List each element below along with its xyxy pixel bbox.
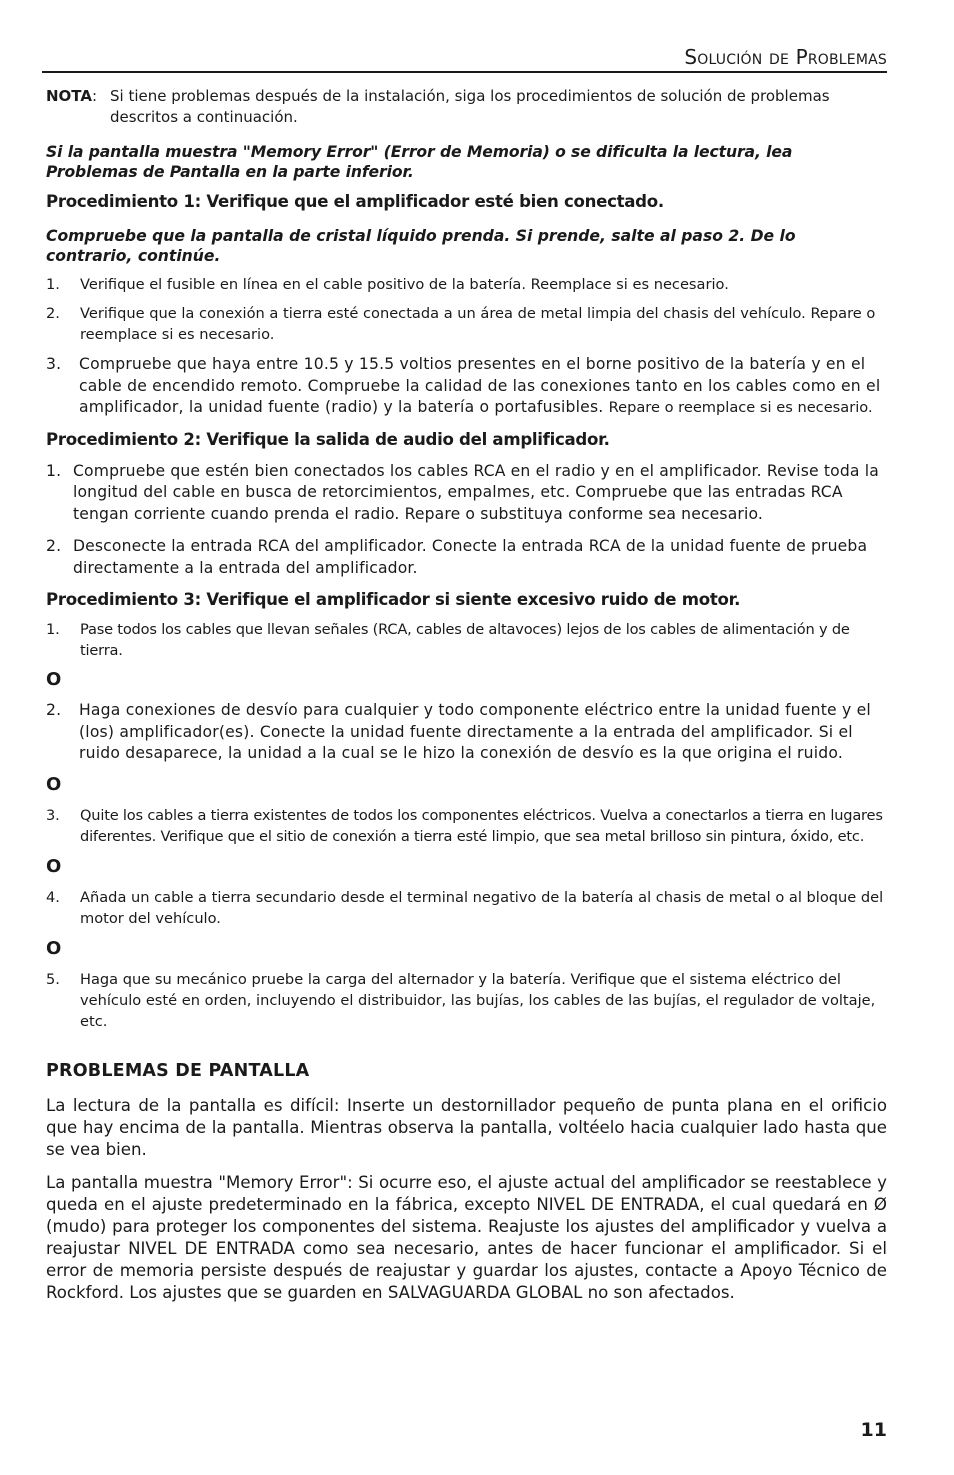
header-title-word1: olución <box>697 45 763 69</box>
list-item <box>46 805 887 847</box>
or-separator: O <box>46 669 62 690</box>
page-number: 11 <box>860 1419 887 1441</box>
nota-block <box>46 86 887 128</box>
header-title-initial: S <box>684 45 698 69</box>
or-separator: O <box>46 937 62 959</box>
list-number: 1. <box>46 461 62 480</box>
list-text: Haga conexiones de desvío para cualquier y todo componente eléctrico entre la unidad fuente y el (los) amplificador(es). Conecte la unidad fuente directamente a la entrada del amplificador. Si el ruido desaparece, la unidad a la cual se le hizo la conexión de desvío es la que origina el ruido. <box>79 701 871 762</box>
nota-label <box>46 86 97 107</box>
page-content <box>46 86 887 1304</box>
list-item <box>46 274 887 295</box>
list-item <box>46 969 887 1032</box>
list-text: Añada un cable a tierra secundario desde el terminal negativo de la batería al chasis de metal o al bloque del motor del vehículo. <box>80 888 884 927</box>
display-problems-paragraph: La pantalla muestra "Memory Error": Si ocurre eso, el ajuste actual del amplificador se reestablece y queda en el ajuste predeterminado en la fábrica, excepto NIVEL DE ENTRADA, el cual quedará en Ø (mudo) para proteger los componentes del sistema. Reajuste los ajustes del amplificador y vuelva a reajustar NIVEL DE ENTRADA como sea necesario, antes de hacer funcionar el amplificador. Si el error de memoria persiste después de reajustar y guardar los ajustes, contacte a Apoyo Técnico de Rockford. Los ajustes que se guarden en SALVAGUARDA GLOBAL no son afectados. <box>46 1172 887 1302</box>
list-text: Desconecte la entrada RCA del amplificador. Conecte la entrada RCA de la unidad fuente de prueba directamente a la entrada del amplificador. <box>73 537 868 577</box>
header-title-word3: roblemas <box>807 45 887 69</box>
list-text: Verifique el fusible en línea en el cable positivo de la batería. Reemplace si es necesario. <box>80 276 729 293</box>
nota-colon: : <box>91 87 98 105</box>
header-title <box>684 45 887 69</box>
procedure2-heading: Procedimiento 2: Verifique la salida de audio del amplificador. <box>46 429 610 449</box>
or-separator: O <box>46 773 62 795</box>
list-number: 3. <box>46 355 62 373</box>
list-text: Quite los cables a tierra existentes de todos los componentes eléctricos. Vuelva a conectarlos a tierra en lugares diferentes. Verifique que el sitio de conexión a tierra esté limpio, que sea metal brilloso sin pintura, óxido, etc. <box>80 806 883 845</box>
header-title-initial2: P <box>795 45 808 69</box>
list-number: 2. <box>46 305 60 322</box>
list-text: Compruebe que estén bien conectados los cables RCA en el radio y en el amplificador. Revise toda la longitud del cable en busca de retorcimientos, empalmes, etc. Compruebe que las entradas RCA tengan corriente cuando prenda el radio. Repare o substituya conforme sea necesario. <box>73 461 879 523</box>
list-item <box>46 303 887 345</box>
list-number: 2. <box>46 537 62 555</box>
display-problems-title: PROBLEMAS DE PANTALLA <box>46 1060 310 1081</box>
list-text-tail: Repare o reemplace si es necesario. <box>608 399 873 416</box>
display-problems-paragraph: La lectura de la pantalla es difícil: Inserte un destornillador pequeño de punta plana en el orificio que hay encima de la pantalla. Mientras observa la pantalla, voltéelo hacia cualquier lado hasta que se vea bien. <box>46 1095 887 1159</box>
page <box>46 0 887 1475</box>
list-text: Haga que su mecánico pruebe la carga del alternador y la batería. Verifique que el sistema eléctrico del vehículo esté en orden, incluyendo el distribuidor, las bujías, los cables de las bujías, el regulador de voltaje, etc. <box>80 970 876 1030</box>
list-item <box>46 887 887 929</box>
list-number: 5. <box>46 970 60 988</box>
header-title-word2: de <box>769 45 790 69</box>
or-separator: O <box>46 855 62 877</box>
list-number: 1. <box>46 276 60 293</box>
nota-label-text: NOTA <box>46 87 92 105</box>
list-item <box>46 536 887 579</box>
list-item <box>46 354 887 419</box>
list-item <box>46 619 887 661</box>
procedure1-heading: Procedimiento 1: Verifique que el amplificador esté bien conectado. <box>46 192 664 211</box>
list-text: Verifique que la conexión a tierra esté conectada a un área de metal limpia del chasis del vehículo. Repare o reemplace si es necesario. <box>80 305 876 343</box>
display-note: Si la pantalla muestra "Memory Error" (Error de Memoria) o se dificulta la lectura, lea Problemas de Pantalla en la parte inferior. <box>46 143 793 181</box>
procedure1-instruction: Compruebe que la pantalla de cristal líquido prenda. Si prende, salte al paso 2. De lo contrario, continúe. <box>46 227 796 265</box>
procedure3-heading: Procedimiento 3: Verifique el amplificador si siente excesivo ruido de motor. <box>46 590 741 609</box>
list-number: 2. <box>46 701 62 719</box>
list-item <box>46 461 887 526</box>
list-number: 4. <box>46 888 60 906</box>
nota-text: Si tiene problemas después de la instalación, siga los procedimientos de solución de problemas descritos a continuación. <box>110 87 830 126</box>
list-item <box>46 700 887 765</box>
list-text: Pase todos los cables que llevan señales (RCA, cables de altavoces) lejos de los cables de alimentación y de tierra. <box>80 621 850 659</box>
list-number: 1. <box>46 621 60 638</box>
list-number: 3. <box>46 806 60 824</box>
page-header <box>42 44 887 73</box>
list-text: Compruebe que haya entre 10.5 y 15.5 voltios presentes en el borne positivo de la batería y en el cable de encendido remoto. Compruebe la calidad de las conexiones tanto en los cables como en el amplificador, la unidad fuente (radio) y la batería o portafusibles. <box>79 355 881 416</box>
